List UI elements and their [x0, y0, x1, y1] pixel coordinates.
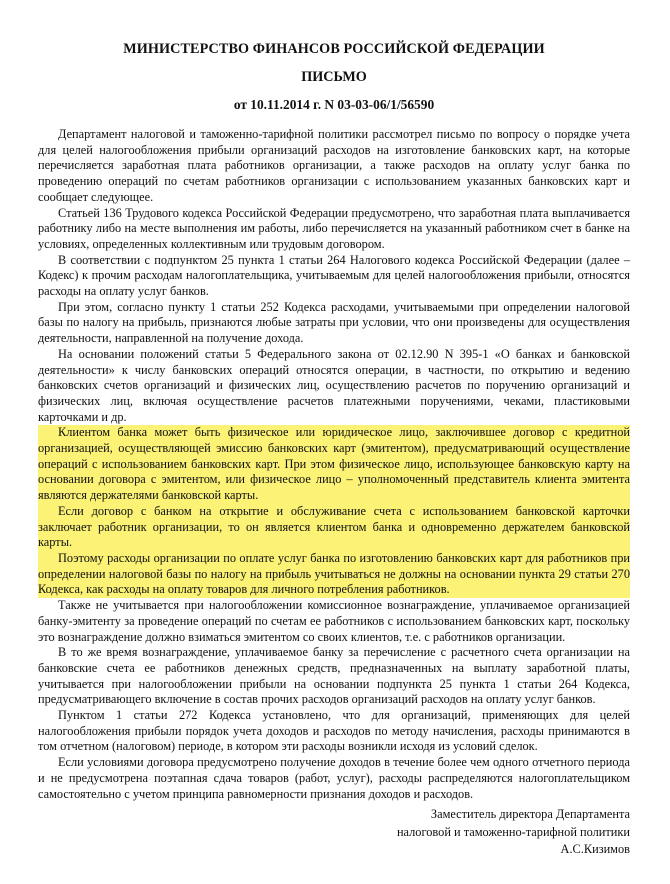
highlighted-paragraph-8: Поэтому расходы организации по оплате услуг банка по изготовлению банковских карт для работников при определении налоговой базы по налогу на прибыль учитываться не должны на основании пункта 29 статьи 270 Кодекса, как расходы на оплату товаров для личного потребления работников.	[38, 550, 630, 597]
highlighted-paragraph-6: Клиентом банка может быть физическое или юридическое лицо, заключившее договор с кредитной организацией, осуществляющей эмиссию банковских карт (эмитентом), предусматривающий осуществление операций с использованием банковских карт. При этом физическое лицо, использующее банковскую карту на основании договора с эмитентом, или физическое лицо – уполномоченный представитель клиента эмитента являются держателями банковской карты.	[38, 425, 630, 503]
highlighted-paragraph-7: Если договор с банком на открытие и обслуживание счета с использованием банковской карточки заключает работник организации, то он является клиентом банка и одновременно держателем банковской карты.	[38, 503, 630, 550]
document-type-heading: ПИСЬМО	[301, 69, 367, 85]
paragraph-9: Также не учитывается при налогообложении комиссионное вознаграждение, уплачиваемое организацией банку-эмитенту за проведение операций по счетам ее работников с использованием банковских карт, поскольку это вознаграждение должно взиматься эмитентом со своих клиентов, т.е. с работников организации.	[38, 598, 630, 644]
paragraph-3: В соответствии с подпунктом 25 пункта 1 статьи 264 Налогового кодекса Российской Федерации (далее – Кодекс) к прочим расходам налогоплательщика, учитываемым для целей налогообложения прибыли, относятся расходы на оплату услуг банков.	[38, 252, 630, 299]
letter-date-number: от 10.11.2014 г. N 03-03-06/1/56590	[233, 97, 435, 112]
signature-position-line-2: налоговой и таможенно-тарифной политики	[396, 824, 630, 839]
paragraph-10: В то же время вознаграждение, уплачиваемое банку за перечисление с расчетного счета организации на банковские счета ее работников денежных средств, предназначенных на выплату заработной платы, учитывается при налогообложении прибыли на основании подпункта 25 пункта 1 статьи 264 Кодекса, предусматривающего включение в состав прочих расходов организаций расходов на оплату услуг банков.	[38, 645, 630, 707]
signatory-name: А.С.Кизимов	[560, 842, 630, 856]
paragraph-1: Департамент налоговой и таможенно-тарифной политики рассмотрел письмо по вопросу о порядке учета для целей налогообложения прибыли организаций расходов на изготовление банковских карт, на которые перечисляется заработная плата работников организации, а также расходов на оплату услуг банка по проведению операций по счетам работников организации с использованием указанных банковских карт и сообщает следующее.	[38, 127, 630, 204]
paragraph-12: Если условиями договора предусмотрено получение доходов в течение более чем одного отчетного периода и не предусмотрена поэтапная сдача товаров (работ, услуг), расходы распределяются налогоплательщиком самостоятельно с учетом принципа равномерности признания доходов и расходов.	[38, 755, 630, 801]
paragraph-4: При этом, согласно пункту 1 статьи 252 Кодекса расходами, учитываемыми при определении налоговой базы по налогу на прибыль, признаются любые затраты при условии, что они произведены для осуществления деятельности, направленной на получение дохода.	[38, 299, 630, 346]
letter-body	[38, 127, 630, 802]
paragraph-5: На основании положений статьи 5 Федерального закона от 02.12.90 N 395-1 «О банках и банковской деятельности» к числу банковских операций относятся операции, в частности, по открытию и ведению банковских счетов организаций и физических лиц, осуществлению расчетов по поручению организаций и физических лиц, включая осуществление расчетов платежными поручениями, чеками, пластиковыми карточками и др.	[38, 346, 630, 424]
paragraph-2: Статьей 136 Трудового кодекса Российской Федерации предусмотрено, что заработная плата выплачивается работнику либо на месте выполнения им работы, либо перечисляется на указанный работником счет в банке на условиях, определенных коллективным или трудовым договором.	[38, 205, 630, 251]
signature-position-line-1: Заместитель директора Департамента	[430, 807, 630, 821]
paragraph-11: Пунктом 1 статьи 272 Кодекса установлено, что для организаций, применяющих для целей налогообложения прибыли порядок учета доходов и расходов по методу начисления, расходы принимаются в том отчетном (налоговом) периоде, в котором эти расходы возникли исходя из условий сделок.	[38, 708, 630, 754]
signature-block	[397, 806, 630, 859]
ministry-heading: МИНИСТЕРСТВО ФИНАНСОВ РОССИЙСКОЙ ФЕДЕРАЦИИ	[123, 41, 545, 57]
